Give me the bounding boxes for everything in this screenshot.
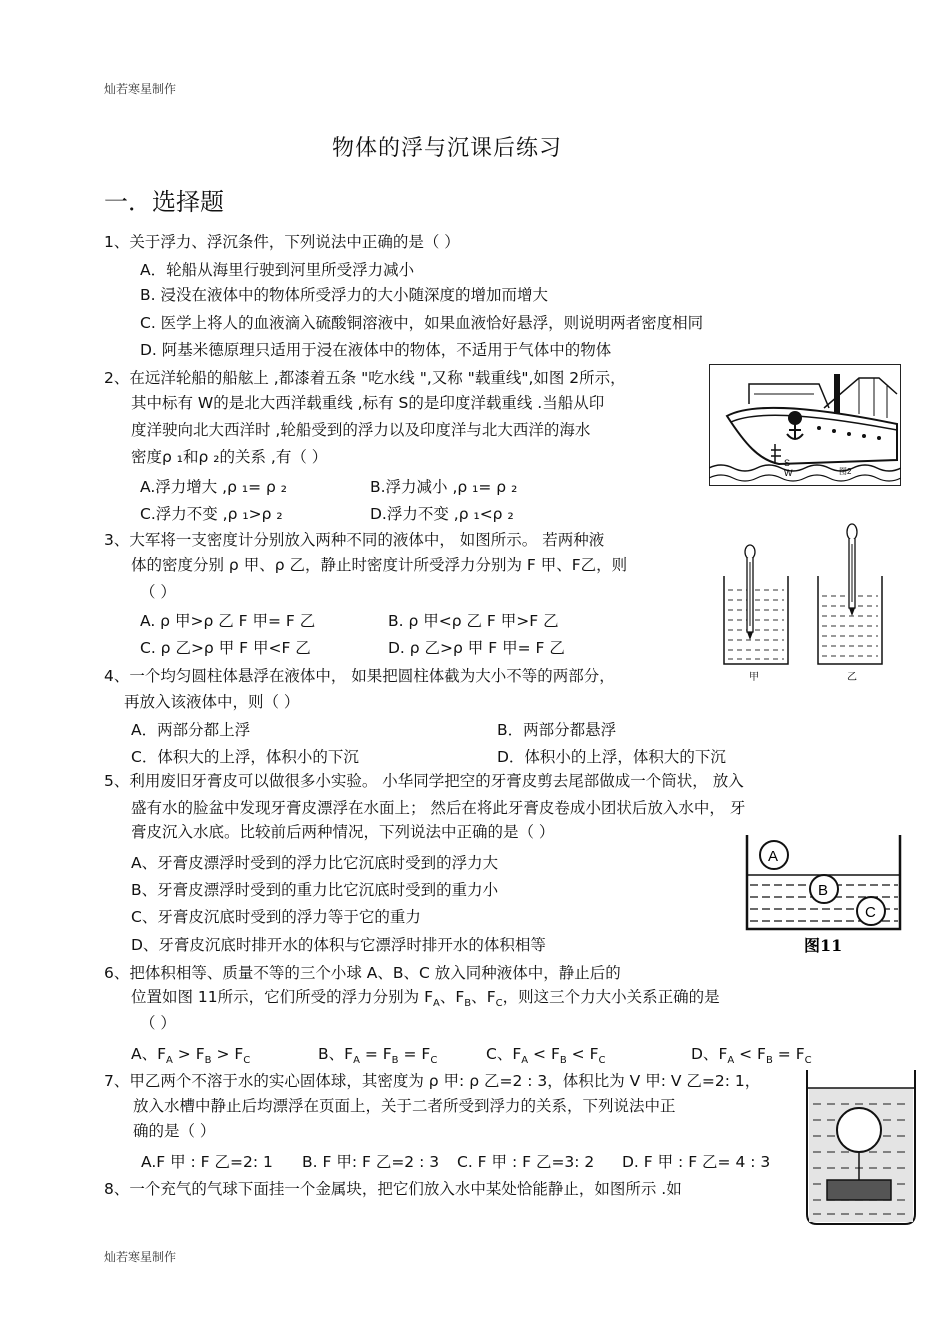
- page-header: 灿若寒星制作: [104, 82, 177, 96]
- q7-option-d: D. F 甲 : F 乙= 4 : 3: [622, 1153, 771, 1171]
- q7-option-b: B. F 甲: F 乙=2 : 3: [302, 1153, 440, 1171]
- q1-option-a: A．轮船从海里行驶到河里所受浮力减小: [140, 261, 415, 279]
- q1-stem: 1、关于浮力、浮沉条件，下列说法中正确的是（ ）: [104, 233, 460, 251]
- q1-option-b: B. 浸没在液体中的物体所受浮力的大小随深度的增加而增大: [140, 286, 548, 304]
- section-heading: 一．选择题: [104, 188, 224, 216]
- q2-option-c: C.浮力不变 ,ρ ₁>ρ ₂: [140, 505, 283, 523]
- q7-stem-line3: 确的是（ ）: [133, 1122, 216, 1140]
- q4-option-a: A．两部分都上浮: [131, 721, 251, 739]
- q6-option-c: C、$F_A < F_B < F_C$: [486, 1045, 606, 1067]
- q2-option-a: A.浮力增大 ,ρ ₁= ρ ₂: [140, 478, 287, 496]
- q2-option-d: D.浮力不变 ,ρ ₁<ρ ₂: [370, 505, 514, 523]
- q1-option-c: C. 医学上将人的血液滴入硫酸铜溶液中，如果血液恰好悬浮，则说明两者密度相同: [140, 314, 704, 332]
- q5-option-d: D、牙膏皮沉底时排开水的体积与它漂浮时排开水的体积相等: [131, 936, 546, 954]
- q6-option-a: A、$F_A > F_B > F_C$: [131, 1045, 251, 1067]
- q7-stem-line2: 放入水槽中静止后均漂浮在页面上，关于二者所受到浮力的关系，下列说法中正: [133, 1097, 676, 1115]
- q8-stem-line1: 8、一个充气的气球下面挂一个金属块，把它们放入水中某处恰能静止，如图所示 .如: [104, 1180, 682, 1198]
- balls-figure: [744, 833, 904, 959]
- q3-option-c: C. ρ 乙>ρ 甲 F 甲<F 乙: [140, 639, 311, 657]
- q3-stem-line2: 体的密度分别 ρ 甲、ρ 乙，静止时密度计所受浮力分别为 F 甲、F乙，则: [131, 556, 628, 574]
- hydrometer-label-yi: 乙: [847, 672, 857, 683]
- ball-label-b: B: [818, 882, 829, 899]
- ship-figure-label: 图2: [839, 467, 852, 476]
- ship-figure: [709, 364, 901, 486]
- hydrometer-figure: [718, 514, 898, 684]
- q5-option-a: A、牙膏皮漂浮时受到的浮力比它沉底时受到的浮力大: [131, 854, 499, 872]
- q6-stem-line1: 6、把体积相等、质量不等的三个小球 A、B、C 放入同种液体中，静止后的: [104, 964, 621, 982]
- balls-figure-label: 图11: [804, 936, 843, 955]
- page-footer: 灿若寒星制作: [104, 1250, 177, 1264]
- ship-label-s: S: [784, 458, 791, 468]
- q3-option-d: D. ρ 乙>ρ 甲 F 甲= F 乙: [388, 639, 565, 657]
- q7-option-a: A.F 甲 : F 乙=2: 1: [141, 1153, 273, 1171]
- q4-stem-line1: 4、一个均匀圆柱体悬浮在液体中， 如果把圆柱体截为大小不等的两部分，: [104, 667, 615, 685]
- q5-option-c: C、牙膏皮沉底时受到的浮力等于它的重力: [131, 908, 421, 926]
- q2-stem-line2: 其中标有 W的是北大西洋载重线 ,标有 S的是印度洋载重线 .当船从印: [131, 394, 605, 412]
- q6-stem-line3: （ ）: [140, 1014, 176, 1032]
- q5-option-b: B、牙膏皮漂浮时受到的重力比它沉底时受到的重力小: [131, 881, 499, 899]
- q2-stem-line4: 密度ρ ₁和ρ ₂的关系 ,有（ ）: [131, 448, 328, 466]
- q4-option-b: B．两部分都悬浮: [497, 721, 617, 739]
- ball-label-c: C: [865, 904, 876, 921]
- q1-option-d: D. 阿基米德原理只适用于浸在液体中的物体，不适用于气体中的物体: [140, 341, 612, 359]
- q7-stem-line1: 7、甲乙两个不溶于水的实心固体球，其密度为 ρ 甲: ρ 乙=2 : 3，体积比为 V 甲: V 乙=2: 1，: [104, 1072, 761, 1090]
- hydrometer-label-jia: 甲: [749, 672, 759, 683]
- q5-stem-line1: 5、利用废旧牙膏皮可以做很多小实验。 小华同学把空的牙膏皮剪去尾部做成一个筒状， 放入: [104, 772, 744, 790]
- q3-option-b: B. ρ 甲<ρ 乙 F 甲>F 乙: [388, 612, 559, 630]
- ball-label-a: A: [768, 848, 779, 865]
- q5-stem-line2: 盛有水的脸盆中发现牙膏皮漂浮在水面上； 然后在将此牙膏皮卷成小团状后放入水中， 牙: [131, 799, 746, 817]
- ship-label-w: W: [784, 468, 793, 478]
- q3-stem-line3: （ ）: [140, 583, 176, 601]
- q7-option-c: C. F 甲 : F 乙=3: 2: [457, 1153, 595, 1171]
- page-title: 物体的浮与沉课后练习: [332, 136, 563, 161]
- q2-stem-line1: 2、在远洋轮船的船舷上 ,都漆着五条 "吃水线 ",又称 "载重线",如图 2所示，: [104, 369, 626, 387]
- q6-option-d: D、$F_A < F_B = F_C$: [691, 1045, 812, 1067]
- q6-option-b: B、$F_A = F_B = F_C$: [318, 1045, 438, 1067]
- q4-stem-line2: 再放入该液体中，则（ ）: [124, 693, 300, 711]
- q2-option-b: B.浮力减小 ,ρ ₁= ρ ₂: [370, 478, 518, 496]
- balloon-figure: [803, 1068, 919, 1228]
- q4-option-c: C．体积大的上浮，体积小的下沉: [131, 748, 359, 766]
- q6-stem-line2: 位置如图 11所示，它们所受的浮力分别为 $F_A$、$F_B$、$F_C$，则这三个力大小关系正确的是: [131, 988, 720, 1010]
- q4-option-d: D．体积小的上浮，体积大的下沉: [497, 748, 726, 766]
- q5-stem-line3: 膏皮沉入水底。比较前后两种情况，下列说法中正确的是（ ）: [131, 823, 555, 841]
- q2-stem-line3: 度洋驶向北大西洋时 ,轮船受到的浮力以及印度洋与北大西洋的海水: [131, 421, 591, 439]
- q3-stem-line1: 3、大军将一支密度计分别放入两种不同的液体中， 如图所示。 若两种液: [104, 531, 605, 549]
- q3-option-a: A. ρ 甲>ρ 乙 F 甲= F 乙: [140, 612, 316, 630]
